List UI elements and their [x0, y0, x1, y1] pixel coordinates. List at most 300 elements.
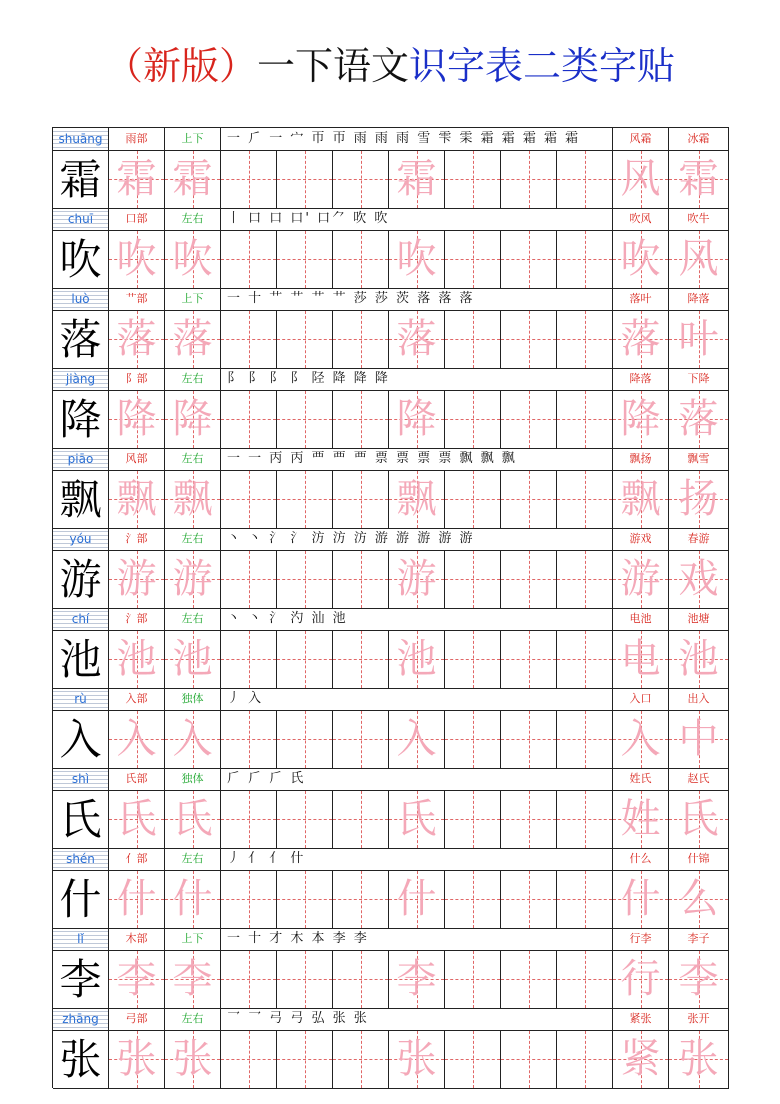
trace-character: 中: [678, 716, 719, 762]
tian-grid-box[interactable]: [109, 951, 165, 1008]
example-word: 电池: [613, 608, 669, 630]
tian-grid-box[interactable]: [277, 551, 333, 608]
writing-grid-row: [53, 1031, 729, 1089]
model-character: 氏: [59, 795, 102, 844]
tian-grid-box[interactable]: [333, 631, 389, 688]
tian-grid-box[interactable]: [557, 391, 613, 448]
tian-grid-box[interactable]: [389, 551, 445, 608]
character-entry: [53, 1008, 729, 1088]
example-word: 春游: [669, 528, 729, 550]
trace-character: 什: [620, 876, 661, 922]
example-word: 吹风: [613, 208, 669, 230]
tian-grid-box[interactable]: [165, 1031, 221, 1088]
trace-character: 池: [396, 636, 437, 682]
model-character-box: [53, 631, 109, 688]
tian-grid-box[interactable]: [557, 1031, 613, 1088]
pinyin-label: piāo: [53, 448, 109, 470]
trace-character: 什: [396, 876, 437, 922]
tian-grid-box[interactable]: [445, 151, 501, 208]
trace-character: 行: [620, 956, 661, 1002]
trace-character: 落: [620, 316, 661, 362]
tian-grid-box[interactable]: [333, 311, 389, 368]
tian-grid-box[interactable]: [501, 791, 557, 848]
tian-grid-box[interactable]: [109, 231, 165, 288]
tian-grid-box[interactable]: [221, 1031, 277, 1088]
trace-character: 氏: [116, 796, 157, 842]
tian-grid-box[interactable]: [557, 711, 613, 768]
tian-grid-box[interactable]: [165, 711, 221, 768]
example-word: 张开: [669, 1008, 729, 1030]
tian-grid-box[interactable]: [501, 551, 557, 608]
example-word: 行李: [613, 928, 669, 950]
tian-grid-box[interactable]: [165, 391, 221, 448]
trace-character: 么: [678, 876, 719, 922]
structure-label: 左右: [165, 608, 221, 630]
stroke-order: 一 ⺁ 一 宀 帀 帀 雨 雨 雨 雪 雫 雬 霜 霜 霜 霜 霜: [221, 128, 613, 150]
tian-grid-box[interactable]: [109, 711, 165, 768]
trace-character: 紧: [620, 1036, 661, 1082]
model-character: 落: [59, 315, 102, 364]
tian-grid-box[interactable]: [445, 631, 501, 688]
tian-grid-box[interactable]: [333, 871, 389, 928]
stroke-order: 丶 丶 氵 氵 汸 汸 汸 游 游 游 游 游: [221, 528, 613, 550]
model-character: 霜: [59, 155, 102, 204]
pinyin-label: chuī: [53, 208, 109, 230]
stroke-order: 丶 丶 氵 汋 汕 池: [221, 608, 613, 630]
tian-grid-box[interactable]: [277, 871, 333, 928]
trace-character: 降: [172, 396, 213, 442]
structure-label: 上下: [165, 288, 221, 310]
example-word: 风霜: [613, 128, 669, 150]
pinyin-label: zhāng: [53, 1008, 109, 1030]
trace-character: 叶: [678, 316, 719, 362]
tian-grid-box[interactable]: [277, 711, 333, 768]
tian-grid-box[interactable]: [221, 791, 277, 848]
character-entry: [53, 528, 729, 608]
stroke-order: 丨 口 口 口' 口⺈ 吹 吹: [221, 208, 613, 230]
trace-character: 李: [172, 956, 213, 1002]
tian-grid-box[interactable]: [109, 871, 165, 928]
model-character: 飘: [59, 475, 102, 524]
model-character-box: [53, 231, 109, 288]
trace-character: 戏: [678, 556, 719, 602]
tian-grid-box[interactable]: [501, 471, 557, 528]
model-character-box: [53, 711, 109, 768]
tian-grid-box[interactable]: [613, 231, 669, 288]
tian-grid-box[interactable]: [613, 311, 669, 368]
tian-grid-box[interactable]: [613, 951, 669, 1008]
character-entry: [53, 128, 729, 208]
tian-grid-box[interactable]: [109, 551, 165, 608]
writing-grid-row: [53, 791, 729, 849]
model-character-box: [53, 1031, 109, 1088]
model-character-box: [53, 871, 109, 928]
tian-grid-box[interactable]: [109, 471, 165, 528]
tian-grid-box[interactable]: [557, 471, 613, 528]
tian-grid-box[interactable]: [445, 711, 501, 768]
trace-character: 池: [172, 636, 213, 682]
trace-character: 池: [116, 636, 157, 682]
writing-grid-row: [53, 471, 729, 529]
tian-grid-box[interactable]: [557, 791, 613, 848]
tian-grid-box[interactable]: [557, 151, 613, 208]
tian-grid-box[interactable]: [501, 1031, 557, 1088]
structure-label: 上下: [165, 928, 221, 950]
tian-grid-box[interactable]: [613, 791, 669, 848]
tian-grid-box[interactable]: [557, 551, 613, 608]
tian-grid-box[interactable]: [109, 631, 165, 688]
tian-grid-box[interactable]: [165, 311, 221, 368]
tian-grid-box[interactable]: [277, 231, 333, 288]
tian-grid-box[interactable]: [333, 1031, 389, 1088]
character-info-row: [53, 448, 729, 471]
trace-character: 游: [620, 556, 661, 602]
example-word: 池塘: [669, 608, 729, 630]
tian-grid-box[interactable]: [221, 711, 277, 768]
tian-grid-box[interactable]: [221, 631, 277, 688]
character-entry: [53, 448, 729, 528]
tian-grid-box[interactable]: [613, 471, 669, 528]
tian-grid-box[interactable]: [613, 391, 669, 448]
trace-character: 落: [678, 396, 719, 442]
structure-label: 左右: [165, 368, 221, 390]
tian-grid-box[interactable]: [669, 551, 729, 608]
tian-grid-box[interactable]: [501, 711, 557, 768]
trace-character: 降: [116, 396, 157, 442]
page-title: [0, 38, 780, 94]
tian-grid-box[interactable]: [389, 791, 445, 848]
model-character: 入: [59, 715, 102, 764]
tian-grid-box[interactable]: [389, 711, 445, 768]
tian-grid-box[interactable]: [669, 231, 729, 288]
trace-character: 风: [678, 236, 719, 282]
tian-grid-box[interactable]: [613, 1031, 669, 1088]
structure-label: 左右: [165, 528, 221, 550]
tian-grid-box[interactable]: [445, 871, 501, 928]
structure-label: 上下: [165, 128, 221, 150]
trace-character: 落: [396, 316, 437, 362]
tian-grid-box[interactable]: [669, 631, 729, 688]
stroke-order: ⺂ ⺂ 弓 弓 弘 张 张: [221, 1008, 613, 1030]
trace-character: 降: [620, 396, 661, 442]
tian-grid-box[interactable]: [445, 391, 501, 448]
model-character-box: [53, 551, 109, 608]
tian-grid-box[interactable]: [445, 311, 501, 368]
pinyin-label: shuāng: [53, 128, 109, 150]
tian-grid-box[interactable]: [277, 631, 333, 688]
tian-grid-box[interactable]: [165, 551, 221, 608]
example-word: 赵氏: [669, 768, 729, 790]
tian-grid-box[interactable]: [669, 871, 729, 928]
tian-grid-box[interactable]: [221, 951, 277, 1008]
tian-grid-box[interactable]: [109, 1031, 165, 1088]
stroke-order: 一 十 艹 艹 艹 艹 莎 莎 茨 落 落 落: [221, 288, 613, 310]
pinyin-label: chí: [53, 608, 109, 630]
stroke-order: 丿 亻 亻 什: [221, 848, 613, 870]
radical-label: 风部: [109, 448, 165, 470]
model-character-box: [53, 151, 109, 208]
radical-label: 口部: [109, 208, 165, 230]
writing-grid-row: [53, 951, 729, 1009]
character-info-row: [53, 368, 729, 391]
character-info-row: [53, 848, 729, 871]
pinyin-label: shén: [53, 848, 109, 870]
tian-grid-box[interactable]: [389, 231, 445, 288]
tian-grid-box[interactable]: [165, 631, 221, 688]
trace-character: 氏: [678, 796, 719, 842]
radical-label: 氏部: [109, 768, 165, 790]
tian-grid-box[interactable]: [333, 791, 389, 848]
tian-grid-box[interactable]: [445, 551, 501, 608]
tian-grid-box[interactable]: [613, 551, 669, 608]
character-entry: [53, 368, 729, 448]
structure-label: 独体: [165, 688, 221, 710]
model-character: 张: [59, 1035, 102, 1084]
trace-character: 游: [116, 556, 157, 602]
tian-grid-box[interactable]: [277, 151, 333, 208]
example-word: 姓氏: [613, 768, 669, 790]
tian-grid-box[interactable]: [669, 951, 729, 1008]
radical-label: 木部: [109, 928, 165, 950]
trace-character: 降: [396, 396, 437, 442]
tian-grid-box[interactable]: [165, 471, 221, 528]
tian-grid-box[interactable]: [501, 871, 557, 928]
stroke-order: 一 一 丙 丙 覀 覀 覀 票 票 票 票 飘 飘 飘: [221, 448, 613, 470]
tian-grid-box[interactable]: [669, 311, 729, 368]
tian-grid-box[interactable]: [557, 631, 613, 688]
trace-character: 张: [116, 1036, 157, 1082]
tian-grid-box[interactable]: [669, 151, 729, 208]
title-grade: 一下语文: [256, 44, 409, 88]
tian-grid-box[interactable]: [501, 311, 557, 368]
tian-grid-box[interactable]: [277, 391, 333, 448]
model-character-box: [53, 311, 109, 368]
tian-grid-box[interactable]: [557, 231, 613, 288]
radical-label: 阝部: [109, 368, 165, 390]
character-info-row: [53, 288, 729, 311]
pinyin-label: yóu: [53, 528, 109, 550]
tian-grid-box[interactable]: [109, 391, 165, 448]
tian-grid-box[interactable]: [389, 471, 445, 528]
model-character: 什: [59, 875, 102, 924]
model-character-box: [53, 791, 109, 848]
trace-character: 飘: [116, 476, 157, 522]
trace-character: 飘: [620, 476, 661, 522]
tian-grid-box[interactable]: [557, 311, 613, 368]
radical-label: 弓部: [109, 1008, 165, 1030]
trace-character: 入: [396, 716, 437, 762]
example-word: 什锦: [669, 848, 729, 870]
trace-character: 落: [172, 316, 213, 362]
character-entry: [53, 768, 729, 848]
stroke-order: 𠂆 𠂆 𠂆 氏: [221, 768, 613, 790]
radical-label: 亻部: [109, 848, 165, 870]
example-word: 什么: [613, 848, 669, 870]
writing-grid-row: [53, 151, 729, 209]
example-word: 降落: [613, 368, 669, 390]
trace-character: 张: [678, 1036, 719, 1082]
character-entry: [53, 688, 729, 768]
character-info-row: [53, 928, 729, 951]
tian-grid-box[interactable]: [557, 951, 613, 1008]
tian-grid-box[interactable]: [277, 311, 333, 368]
writing-grid-row: [53, 871, 729, 929]
tian-grid-box[interactable]: [221, 231, 277, 288]
character-info-row: [53, 688, 729, 711]
trace-character: 落: [116, 316, 157, 362]
tian-grid-box[interactable]: [221, 871, 277, 928]
tian-grid-box[interactable]: [501, 951, 557, 1008]
model-character-box: [53, 471, 109, 528]
trace-character: 霜: [116, 156, 157, 202]
trace-character: 霜: [678, 156, 719, 202]
character-info-row: [53, 1008, 729, 1031]
trace-character: 李: [396, 956, 437, 1002]
tian-grid-box[interactable]: [613, 151, 669, 208]
example-word: 入口: [613, 688, 669, 710]
radical-label: 氵部: [109, 528, 165, 550]
trace-character: 李: [678, 956, 719, 1002]
tian-grid-box[interactable]: [333, 231, 389, 288]
tian-grid-box[interactable]: [333, 391, 389, 448]
tian-grid-box[interactable]: [165, 231, 221, 288]
tian-grid-box[interactable]: [277, 951, 333, 1008]
tian-grid-box[interactable]: [445, 471, 501, 528]
tian-grid-box[interactable]: [389, 631, 445, 688]
model-character: 李: [59, 955, 102, 1004]
pinyin-label: shì: [53, 768, 109, 790]
tian-grid-box[interactable]: [445, 1031, 501, 1088]
tian-grid-box[interactable]: [669, 1031, 729, 1088]
model-character-box: [53, 391, 109, 448]
tian-grid-box[interactable]: [221, 311, 277, 368]
tian-grid-box[interactable]: [445, 791, 501, 848]
trace-character: 氏: [172, 796, 213, 842]
tian-grid-box[interactable]: [333, 551, 389, 608]
tian-grid-box[interactable]: [669, 791, 729, 848]
pinyin-label: luò: [53, 288, 109, 310]
stroke-order: ⻖ 阝 阝 阝 陉 降 降 降: [221, 368, 613, 390]
tian-grid-box[interactable]: [669, 471, 729, 528]
tian-grid-box[interactable]: [389, 951, 445, 1008]
tian-grid-box[interactable]: [109, 311, 165, 368]
tian-grid-box[interactable]: [221, 471, 277, 528]
trace-character: 飘: [396, 476, 437, 522]
tian-grid-box[interactable]: [613, 631, 669, 688]
tian-grid-box[interactable]: [669, 711, 729, 768]
tian-grid-box[interactable]: [165, 871, 221, 928]
tian-grid-box[interactable]: [445, 951, 501, 1008]
character-entry: [53, 848, 729, 928]
trace-character: 什: [116, 876, 157, 922]
trace-character: 电: [620, 636, 661, 682]
stroke-order: 一 十 才 木 本 李 李: [221, 928, 613, 950]
example-word: 飘扬: [613, 448, 669, 470]
character-info-row: [53, 768, 729, 791]
tian-grid-box[interactable]: [333, 711, 389, 768]
tian-grid-box[interactable]: [221, 551, 277, 608]
example-word: 紧张: [613, 1008, 669, 1030]
example-word: 吹牛: [669, 208, 729, 230]
tian-grid-box[interactable]: [613, 711, 669, 768]
radical-label: 氵部: [109, 608, 165, 630]
structure-label: 独体: [165, 768, 221, 790]
tian-grid-box[interactable]: [277, 791, 333, 848]
trace-character: 吹: [620, 236, 661, 282]
trace-character: 飘: [172, 476, 213, 522]
tian-grid-box[interactable]: [389, 391, 445, 448]
tian-grid-box[interactable]: [501, 151, 557, 208]
tian-grid-box[interactable]: [501, 391, 557, 448]
character-info-row: [53, 128, 729, 151]
trace-character: 张: [396, 1036, 437, 1082]
character-entry: [53, 288, 729, 368]
tian-grid-box[interactable]: [501, 231, 557, 288]
tian-grid-box[interactable]: [165, 791, 221, 848]
character-info-row: [53, 208, 729, 231]
example-word: 李子: [669, 928, 729, 950]
stroke-order: 丿 入: [221, 688, 613, 710]
model-character: 吹: [59, 235, 102, 284]
trace-character: 张: [172, 1036, 213, 1082]
tian-grid-box[interactable]: [165, 951, 221, 1008]
title-edition: （新版）: [104, 44, 257, 88]
tian-grid-box[interactable]: [277, 471, 333, 528]
example-word: 出入: [669, 688, 729, 710]
tian-grid-box[interactable]: [613, 871, 669, 928]
trace-character: 什: [172, 876, 213, 922]
model-character: 游: [59, 555, 102, 604]
character-entry: [53, 928, 729, 1008]
title-subject: 识字表二类字贴: [409, 44, 676, 88]
model-character: 池: [59, 635, 102, 684]
tian-grid-box[interactable]: [389, 1031, 445, 1088]
trace-character: 入: [172, 716, 213, 762]
trace-character: 扬: [678, 476, 719, 522]
model-character-box: [53, 951, 109, 1008]
tian-grid-box[interactable]: [389, 311, 445, 368]
tian-grid-box[interactable]: [109, 151, 165, 208]
tian-grid-box[interactable]: [277, 1031, 333, 1088]
tian-grid-box[interactable]: [445, 231, 501, 288]
tian-grid-box[interactable]: [333, 951, 389, 1008]
tian-grid-box[interactable]: [333, 151, 389, 208]
tian-grid-box[interactable]: [501, 631, 557, 688]
trace-character: 池: [678, 636, 719, 682]
tian-grid-box[interactable]: [333, 471, 389, 528]
trace-character: 霜: [396, 156, 437, 202]
tian-grid-box[interactable]: [557, 871, 613, 928]
tian-grid-box[interactable]: [165, 151, 221, 208]
example-word: 冰霜: [669, 128, 729, 150]
tian-grid-box[interactable]: [669, 391, 729, 448]
tian-grid-box[interactable]: [109, 791, 165, 848]
writing-grid-row: [53, 311, 729, 369]
tian-grid-box[interactable]: [389, 151, 445, 208]
character-info-row: [53, 608, 729, 631]
tian-grid-box[interactable]: [389, 871, 445, 928]
trace-character: 吹: [172, 236, 213, 282]
tian-grid-box[interactable]: [221, 391, 277, 448]
trace-character: 氏: [396, 796, 437, 842]
example-word: 飘雪: [669, 448, 729, 470]
radical-label: 艹部: [109, 288, 165, 310]
model-character: 降: [59, 395, 102, 444]
trace-character: 吹: [116, 236, 157, 282]
pinyin-label: jiàng: [53, 368, 109, 390]
tian-grid-box[interactable]: [221, 151, 277, 208]
trace-character: 游: [172, 556, 213, 602]
